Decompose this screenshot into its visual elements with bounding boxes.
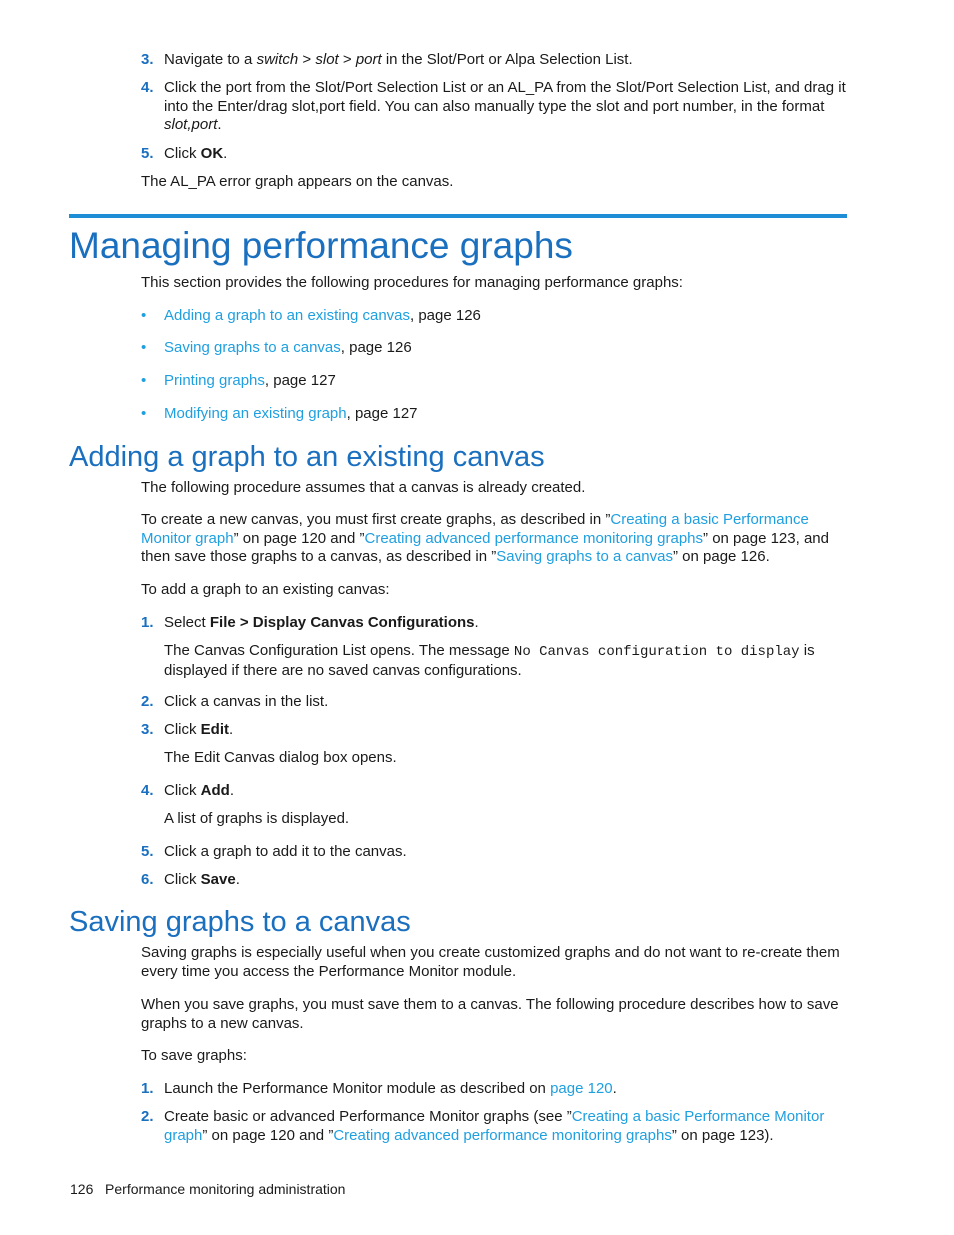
text-run: ” on page 123, and then save those graphs to a canvas, as described in ”: [141, 529, 829, 565]
bullet-icon: •: [141, 307, 147, 324]
bullet-icon: •: [141, 339, 147, 356]
text-run: >: [338, 51, 356, 68]
section-intro: This section provides the following procedures for managing performance graphs:: [141, 274, 683, 291]
code-message: No Canvas configuration to display: [513, 644, 800, 660]
text-run: Click: [164, 145, 201, 162]
text-run: ” on page 126.: [673, 548, 770, 565]
text-run: ” on page 120 and ”: [233, 529, 365, 547]
text-run: Click: [164, 871, 201, 888]
step-number: 4.: [141, 79, 154, 96]
text-run: switch: [256, 51, 299, 68]
step-number: 1.: [141, 1080, 154, 1097]
footer-title: Performance monitoring administration: [105, 1181, 346, 1197]
step-number: 5.: [141, 843, 154, 860]
adding-step-5: [141, 843, 846, 862]
text-run: slot: [315, 51, 339, 68]
adding-step-1: [141, 614, 846, 633]
step-4-top: [141, 79, 846, 135]
bullet-icon: •: [141, 405, 147, 422]
link-printing-graphs[interactable]: Printing graphs: [164, 372, 265, 389]
step-text: [164, 693, 846, 712]
saving-p1: Saving graphs is especially useful when you create customized graphs and do not want to re-create them every time you access the Performance Monitor module.: [141, 944, 840, 980]
text-run: .: [229, 721, 234, 738]
step-text: [164, 145, 846, 164]
text-run: Edit: [200, 721, 230, 738]
text-run: Add: [200, 782, 230, 799]
text-run: .: [474, 614, 479, 631]
adding-note-1: The Canvas Configuration List opens. The message No Canvas configuration to display is displayed if there are no saved canvas configurations.: [164, 642, 815, 679]
text-run: >: [298, 51, 316, 68]
page-ref: , page 127: [346, 405, 418, 422]
text-run: slot,port: [164, 116, 218, 133]
step-number: 4.: [141, 782, 154, 799]
text-run: Click: [164, 782, 201, 799]
text-run: in the Slot/Port or Alpa Selection List.: [381, 51, 633, 68]
text-run: Click a graph to add it to the canvas.: [164, 843, 407, 860]
step-number: 5.: [141, 145, 154, 162]
text-run: Click: [164, 721, 201, 738]
text-run: .: [235, 871, 240, 888]
page-number: 126: [70, 1181, 94, 1197]
step-number: 3.: [141, 721, 154, 738]
adding-step-4: [141, 782, 846, 801]
step-number: 2.: [141, 693, 154, 710]
link-modifying-graph[interactable]: Modifying an existing graph: [164, 405, 347, 422]
text-run: .: [229, 782, 235, 799]
step-text: [164, 1108, 846, 1145]
page-ref: , page 127: [264, 372, 336, 389]
page-ref: , page 126: [410, 307, 481, 324]
text-run: ” on page 120 and ”: [202, 1126, 334, 1144]
page-footer: [70, 1181, 345, 1197]
text-run: OK: [200, 145, 224, 162]
adding-note-3: The Edit Canvas dialog box opens.: [164, 749, 397, 766]
saving-p3: To save graphs:: [141, 1047, 247, 1064]
alpa-result-text: The AL_PA error graph appears on the canvas.: [141, 173, 454, 190]
step-number: 6.: [141, 871, 154, 888]
adding-title: Adding a graph to an existing canvas: [69, 441, 545, 473]
link-adding-graph[interactable]: Adding a graph to an existing canvas: [164, 307, 410, 324]
step-number: 1.: [141, 614, 154, 631]
text-run: ” on page 123).: [671, 1126, 774, 1144]
text-run: Select: [164, 614, 210, 631]
text-run: To create a new canvas, you must first create graphs, as described in ”: [141, 511, 611, 528]
text-run: Navigate to a: [164, 51, 257, 68]
step-text: [164, 782, 846, 801]
text-run: .: [217, 116, 222, 133]
step-text: [164, 614, 846, 633]
link-saving-graphs[interactable]: Saving graphs to a canvas: [164, 339, 341, 356]
cross-reference-link[interactable]: page 120: [550, 1080, 613, 1097]
step-number: 2.: [141, 1108, 154, 1125]
adding-p2: [141, 511, 846, 567]
step-text: [164, 51, 846, 70]
step-text: [164, 1080, 846, 1099]
text-run: Save: [200, 871, 236, 888]
text-run: Launch the Performance Monitor module as described on: [164, 1080, 551, 1097]
step-text: [164, 721, 846, 740]
text-run: Create basic or advanced Performance Monitor graphs (see ”: [164, 1108, 572, 1125]
adding-p1: The following procedure assumes that a canvas is already created.: [141, 479, 586, 496]
cross-reference-link[interactable]: Creating advanced performance monitoring graphs: [364, 529, 704, 547]
bullet-icon: •: [141, 372, 147, 389]
list-item: [141, 372, 841, 391]
text-run: .: [612, 1080, 617, 1097]
saving-p2: When you save graphs, you must save them to a canvas. The following procedure describes how to save graphs to a new canvas.: [141, 996, 839, 1032]
list-item: [141, 339, 841, 358]
step-text: [164, 871, 846, 890]
step-5-top: [141, 145, 846, 164]
cross-reference-link[interactable]: Creating a basic Performance Monitor graph: [141, 511, 809, 547]
step-text: [164, 79, 846, 135]
adding-step-2: [141, 693, 846, 712]
saving-step-1: [141, 1080, 846, 1099]
saving-title: Saving graphs to a canvas: [69, 906, 411, 938]
adding-step-3: [141, 721, 846, 740]
text-run: File > Display Canvas Configurations: [209, 614, 475, 631]
cross-reference-link[interactable]: Creating advanced performance monitoring graphs: [333, 1126, 672, 1144]
section-title: Managing performance graphs: [69, 225, 573, 266]
text-run: Click a canvas in the list.: [164, 693, 329, 710]
page-ref: , page 126: [340, 339, 412, 356]
text-run: .: [223, 145, 228, 162]
cross-reference-link[interactable]: Saving graphs to a canvas: [496, 548, 673, 565]
text-run: port: [355, 51, 382, 68]
adding-p3: To add a graph to an existing canvas:: [141, 581, 390, 598]
step-3-top: [141, 51, 846, 70]
list-item: [141, 307, 841, 326]
section-rule: [69, 214, 847, 218]
list-item: [141, 405, 841, 424]
step-number: 3.: [141, 51, 154, 68]
adding-note-4: A list of graphs is displayed.: [164, 810, 350, 827]
text-run: Click the port from the Slot/Port Selection List or an AL_PA from the Slot/Port Selection List, and drag it into the Enter/drag slot,port field. You can also manually type the slot and port number, in the format: [164, 79, 846, 115]
cross-reference-link[interactable]: Creating a basic Performance Monitor graph: [164, 1108, 825, 1144]
adding-step-6: [141, 871, 846, 890]
saving-step-2: [141, 1108, 846, 1145]
step-text: [164, 843, 846, 862]
